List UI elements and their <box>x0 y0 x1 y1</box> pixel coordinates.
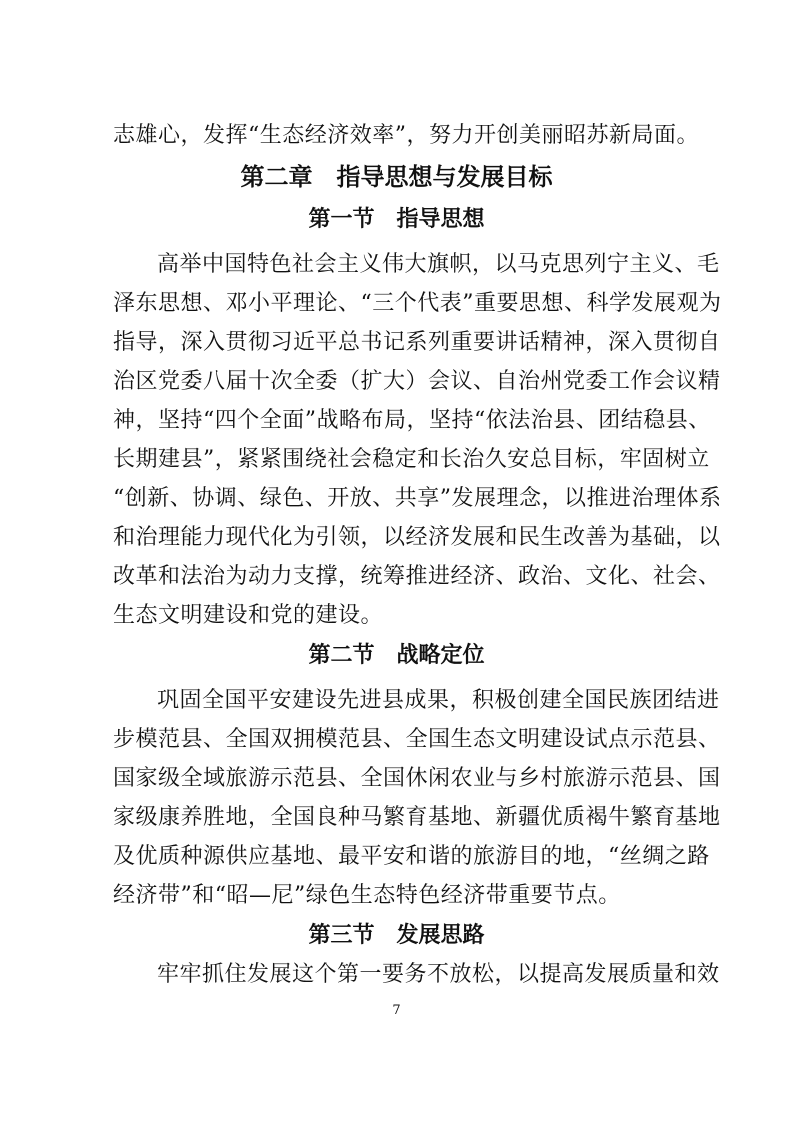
paragraph-line: 指导，深入贯彻习近平总书记系列重要讲话精神，深入贯彻自 <box>113 330 721 355</box>
paragraph-line: 国家级全域旅游示范县、全国休闲农业与乡村旅游示范县、国 <box>113 766 721 791</box>
paragraph-line: 高举中国特色社会主义伟大旗帜，以马克思列宁主义、毛 <box>157 252 720 277</box>
paragraph-line: 步模范县、全国双拥模范县、全国生态文明建设试点示范县、 <box>113 727 721 752</box>
paragraph-line: 巩固全国平安建设先进县成果，积极创建全国民族团结进 <box>157 688 720 713</box>
paragraph-line: 神，坚持“四个全面”战略布局，坚持“依法治县、团结稳县、 <box>113 408 711 433</box>
section-title-strategic-positioning: 第二节 战略定位 <box>308 643 485 668</box>
paragraph-line: 经济带”和“昭—尼”绿色生态特色经济带重要节点。 <box>113 883 621 908</box>
paragraph-line: 改革和法治为动力支撑，统筹推进经济、政治、文化、社会、 <box>113 564 721 589</box>
paragraph-line: 牢牢抓住发展这个第一要务不放松，以提高发展质量和效 <box>157 962 720 987</box>
chapter-title: 第二章 指导思想与发展目标 <box>240 163 553 191</box>
paragraph-line: “创新、协调、绿色、开放、共享”发展理念，以推进治理体系 <box>113 486 722 511</box>
paragraph-line: 长期建县”，紧紧围绕社会稳定和长治久安总目标，牢固树立 <box>113 447 710 472</box>
paragraph-line: 治区党委八届十次全委（扩大）会议、自治州党委工作会议精 <box>113 369 721 394</box>
section-title-guiding-ideology: 第一节 指导思想 <box>308 207 485 232</box>
paragraph-line: 泽东思想、邓小平理论、“三个代表”重要思想、科学发展观为 <box>113 291 722 316</box>
page-number: 7 <box>392 1003 401 1018</box>
paragraph-line: 生态文明建设和党的建设。 <box>113 603 384 628</box>
paragraph-line: 及优质种源供应基地、最平安和谐的旅游目的地，“丝绸之路 <box>113 844 710 869</box>
paragraph-line: 和治理能力现代化为引领，以经济发展和民生改善为基础，以 <box>113 525 721 550</box>
section-title-development-approach: 第三节 发展思路 <box>308 923 485 948</box>
paragraph-line: 家级康养胜地，全国良种马繁育基地、新疆优质褐牛繁育基地 <box>113 805 721 830</box>
intro-paragraph-tail: 志雄心，发挥“生态经济效率”，努力开创美丽昭苏新局面。 <box>113 123 699 148</box>
